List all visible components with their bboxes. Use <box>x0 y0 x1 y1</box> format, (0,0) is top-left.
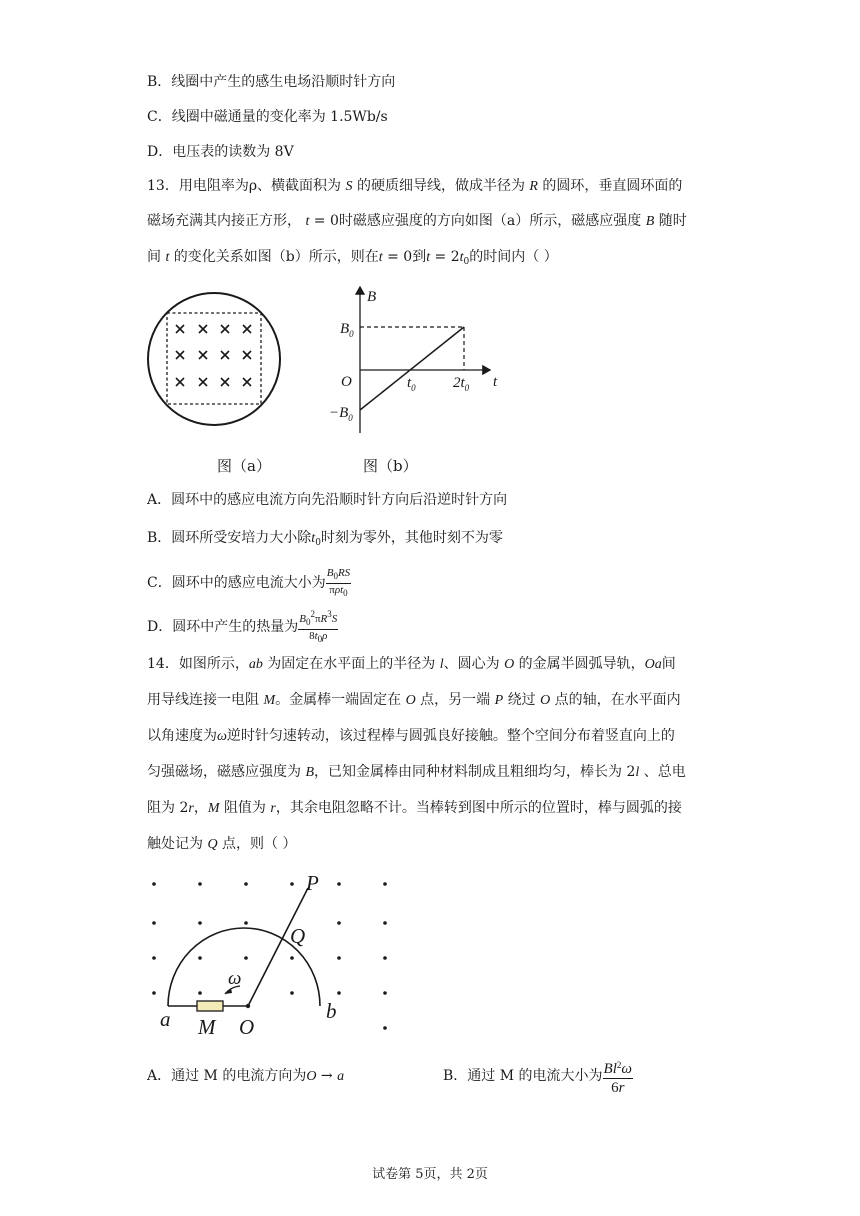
magnetic-field-crosses <box>176 325 251 386</box>
q14-stem-line-5: 阻为 2r，M 阻值为 r，其余电阻忽略不计。当棒转到图中所示的位置时，棒与圆弧的接 <box>147 800 682 816</box>
q12-option-c: C．线圈中磁通量的变化率为 1.5Wb/s <box>147 109 388 125</box>
label-p: P <box>306 871 319 895</box>
label-q: Q <box>290 924 306 948</box>
q14-stem-line-3: 以角速度为ω逆时针匀速转动，该过程棒与圆弧良好接触。整个空间分布着竖直向上的 <box>147 728 675 744</box>
graph-axis-t-label: t <box>493 374 498 390</box>
q13-stem-line-2: 磁场充满其内接正方形， t = 0时磁感应强度的方向如图（a）所示，磁感应强度 B 随时 <box>147 213 687 229</box>
q14-stem-line-4: 匀强磁场，磁感应强度为 B，已知金属棒由同种材料制成且粗细均匀，棒长为 2l 、总电 <box>147 764 686 780</box>
graph-origin-label: O <box>341 374 352 390</box>
label-a: a <box>160 1007 171 1031</box>
q14-stem-line-6: 触处记为 Q 点，则（ ） <box>147 836 297 852</box>
q14-stem-line-1: 14．如图所示，ab 为固定在水平面上的半径为 l、圆心为 O 的金属半圆弧导轨，Oa间 <box>147 656 676 672</box>
label-o: O <box>239 1015 255 1038</box>
q13-figure-b-caption: 图（b） <box>363 457 418 475</box>
q13-option-c: C．圆环中的感应电流大小为 $\frac{B_0RS}{\pi\rho t_0}$ <box>147 566 351 598</box>
graph-neg-b0-label: $-B_0$ <box>329 405 353 423</box>
q14-stem-line-2: 用导线连接一电阻 M。金属棒一端固定在 O 点，另一端 P 绕过 O 点的轴，在水平面内 <box>147 692 681 708</box>
label-b: b <box>326 999 337 1023</box>
graph-b0-label: $B_0$ <box>340 321 354 339</box>
q13-figure-a-caption: 图（a） <box>217 457 271 475</box>
q13-option-d: D．圆环中产生的热量为 $\frac{B_0^2\pi R^3S}{8t_0\rho}$ <box>147 609 338 644</box>
graph-t0-label: $t_0$ <box>407 375 416 393</box>
q13-figure-b <box>325 283 505 443</box>
q14-figure <box>140 868 400 1038</box>
q13-option-a: A．圆环中的感应电流方向先沿顺时针方向后沿逆时针方向 <box>147 492 508 508</box>
label-m: M <box>198 1015 216 1038</box>
q13-stem-line-1: 13．用电阻率为ρ、横截面积为 S 的硬质细导线，做成半径为 R 的圆环，垂直圆环面的 <box>147 178 683 194</box>
resistor-m <box>197 1001 223 1011</box>
graph-axis-b-label: B <box>367 289 377 305</box>
pivot-o <box>246 1004 250 1008</box>
q13-stem-line-3: 间 t 的变化关系如图（b）所示，则在t = 0到$t = 2t_0$的时间内（ ） <box>147 249 558 267</box>
q14-option-a: A．通过 M 的电流方向为O → a <box>147 1068 345 1084</box>
magnetic-field-dots <box>152 882 387 1030</box>
graph-2t0-label: $2t_0$ <box>453 375 470 393</box>
page-footer: 试卷第 5页，共 2页 <box>372 1167 488 1182</box>
q12-option-b: B．线圈中产生的感生电场沿顺时针方向 <box>147 74 396 90</box>
label-omega: ω <box>228 968 242 989</box>
q14-option-b: B．通过 M 的电流大小为 $\frac{Bl^2\omega}{6r}$ <box>443 1055 633 1097</box>
q12-option-d: D．电压表的读数为 8V <box>147 144 294 160</box>
q13-option-b: B．圆环所受安培力大小除$t_0$时刻为零外，其他时刻不为零 <box>147 530 503 548</box>
q13-figure-a <box>145 290 285 432</box>
